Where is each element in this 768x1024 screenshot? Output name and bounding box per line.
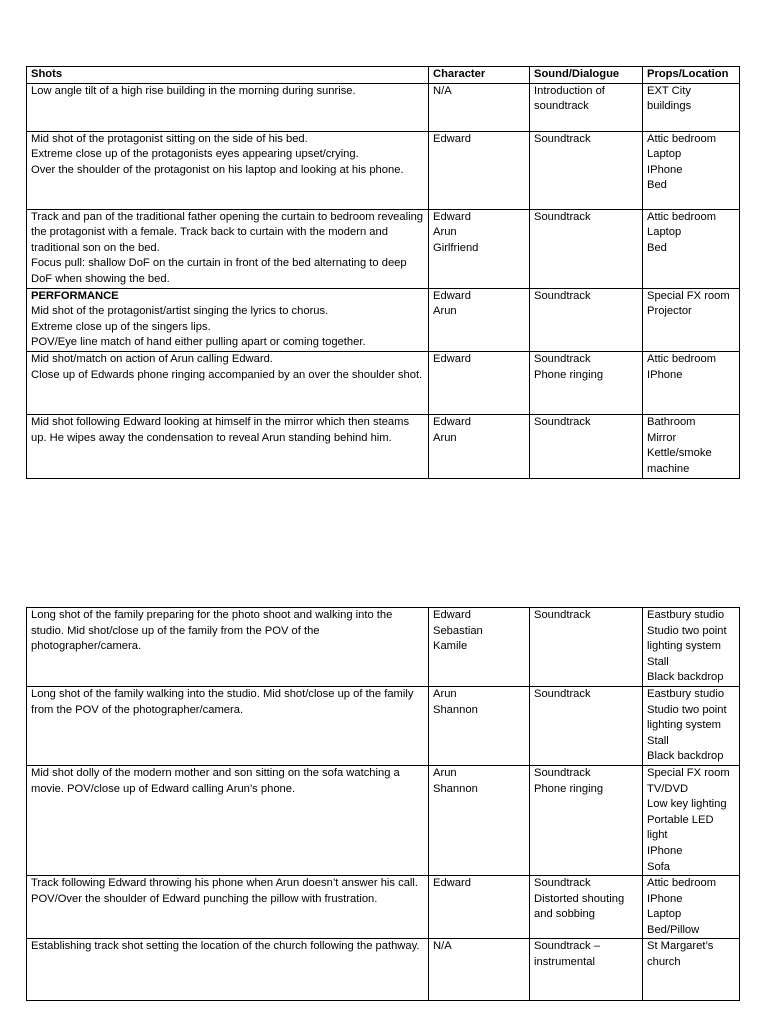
cell-line: Laptop <box>647 908 682 921</box>
character-cell <box>429 131 530 209</box>
cell-line: Edward <box>433 210 471 223</box>
cell-line: Portable LED light <box>647 813 714 842</box>
cell-line: Shannon <box>433 782 478 795</box>
shot-list-table-2 <box>26 607 740 1001</box>
cell-line: Kamile <box>433 640 468 653</box>
cell-line: Laptop <box>647 148 682 161</box>
cell-line: Soundtrack <box>534 415 591 428</box>
cell-line: Edward <box>433 289 471 302</box>
cell-line: Studio two point lighting system <box>647 703 727 732</box>
cell-line: Soundtrack <box>534 352 591 365</box>
cell-line: Low angle tilt of a high rise building in the morning during sunrise. <box>31 84 356 97</box>
header-shots: Shots <box>27 67 429 84</box>
character-cell <box>429 765 530 875</box>
table-row <box>27 288 740 351</box>
cell-line: Arun <box>433 305 457 318</box>
table-row <box>27 209 740 288</box>
shots-cell <box>27 765 429 875</box>
cell-line: Mid shot of the protagonist/artist singing the lyrics to chorus. <box>31 305 329 318</box>
sound-dialogue-cell <box>530 765 643 875</box>
shots-cell <box>27 876 429 939</box>
table-row <box>27 608 740 687</box>
cell-line: Distorted shouting and sobbing <box>534 892 625 921</box>
cell-line: Mid shot following Edward looking at himself in the mirror which then steams up. He wipes away the condensation to reveal Arun standing behind him. <box>31 415 410 444</box>
cell-line: Laptop <box>647 226 682 239</box>
cell-line: Edward <box>433 352 471 365</box>
table-row <box>27 131 740 209</box>
cell-line: Stall <box>647 734 669 747</box>
header-character: Character <box>429 67 530 84</box>
props-location-cell <box>643 765 740 875</box>
props-location-cell <box>643 83 740 131</box>
cell-line: Soundtrack <box>534 210 591 223</box>
table-row <box>27 765 740 875</box>
cell-line: IPhone <box>647 844 683 857</box>
cell-line: Sebastian <box>433 624 483 637</box>
cell-line: Soundtrack <box>534 609 591 621</box>
props-location-cell <box>643 209 740 288</box>
cell-line: N/A <box>433 940 452 953</box>
shots-cell <box>27 608 429 687</box>
cell-line: Bed/Pillow <box>647 923 700 936</box>
sound-dialogue-cell <box>530 288 643 351</box>
cell-line: Phone ringing <box>534 782 604 795</box>
character-cell <box>429 288 530 351</box>
cell-line: IPhone <box>647 892 683 905</box>
cell-line: Close up of Edwards phone ringing accompanied by an over the shoulder shot. <box>31 368 423 381</box>
character-cell <box>429 686 530 765</box>
sound-dialogue-cell <box>530 414 643 478</box>
cell-line: Edward <box>433 132 471 145</box>
cell-line: Edward <box>433 877 471 890</box>
shots-cell <box>27 939 429 1001</box>
cell-line: Attic bedroom <box>647 877 717 890</box>
character-cell <box>429 209 530 288</box>
cell-line: St Margaret’s church <box>647 940 714 969</box>
cell-line: Mirror <box>647 431 677 444</box>
sound-dialogue-cell <box>530 939 643 1001</box>
cell-line: Kettle/smoke machine <box>647 447 712 475</box>
header-sound-dialogue: Sound/Dialogue <box>530 67 643 84</box>
cell-line: Soundtrack – instrumental <box>534 940 600 969</box>
shots-cell <box>27 288 429 351</box>
cell-line: Soundtrack <box>534 877 591 890</box>
cell-line: Black backdrop <box>647 671 724 684</box>
shots-cell <box>27 131 429 209</box>
cell-line: Sofa <box>647 860 671 873</box>
performance-heading: PERFORMANCE <box>31 289 119 302</box>
shot-list-table-1 <box>26 66 740 479</box>
cell-line: N/A <box>433 84 452 97</box>
shots-cell <box>27 351 429 414</box>
character-cell <box>429 414 530 478</box>
shots-cell <box>27 686 429 765</box>
cell-line: Special FX room <box>647 289 730 302</box>
table-row <box>27 876 740 939</box>
cell-line: Phone ringing <box>534 368 604 381</box>
sound-dialogue-cell <box>530 209 643 288</box>
props-location-cell <box>643 608 740 687</box>
cell-line: Mid shot dolly of the modern mother and son sitting on the sofa watching a movie. POV/close up of Edward calling Arun’s phone. <box>31 766 400 795</box>
cell-line: Arun <box>433 766 457 779</box>
cell-line: Arun <box>433 226 457 239</box>
table-row <box>27 83 740 131</box>
props-location-cell <box>643 876 740 939</box>
table-row <box>27 939 740 1001</box>
props-location-cell <box>643 131 740 209</box>
cell-line: Mid shot/match on action of Arun calling Edward. <box>31 352 273 365</box>
cell-line: Edward <box>433 415 471 428</box>
cell-line: Soundtrack <box>534 687 591 700</box>
cell-line: Soundtrack <box>534 132 591 145</box>
props-location-cell <box>643 351 740 414</box>
cell-line: TV/DVD <box>647 782 689 795</box>
props-location-cell <box>643 939 740 1001</box>
props-location-cell <box>643 288 740 351</box>
cell-line: Track following Edward throwing his phone when Arun doesn’t answer his call. <box>31 877 419 890</box>
cell-line: Black backdrop <box>647 750 724 763</box>
table-row <box>27 351 740 414</box>
cell-line: Bed <box>647 179 667 192</box>
cell-line: Focus pull: shallow DoF on the curtain in front of the bed alternating to deep DoF when showing the bed. <box>31 257 407 285</box>
cell-line: Introduction of soundtrack <box>534 84 605 113</box>
cell-line: Mid shot of the protagonist sitting on the side of his bed. <box>31 132 308 145</box>
cell-line: Eastbury studio <box>647 687 725 700</box>
cell-line: Edward <box>433 609 471 621</box>
cell-line: Low key lighting <box>647 798 727 811</box>
shots-cell <box>27 83 429 131</box>
cell-line: Attic bedroom <box>647 132 717 145</box>
cell-line: Attic bedroom <box>647 352 717 365</box>
cell-line: Long shot of the family walking into the studio. Mid shot/close up of the family from the POV of the photographer/camera. <box>31 687 414 716</box>
character-cell <box>429 351 530 414</box>
sound-dialogue-cell <box>530 876 643 939</box>
props-location-cell <box>643 414 740 478</box>
cell-line: Long shot of the family preparing for the photo shoot and walking into the studio. Mid shot/close up of the family from the POV of the photographer/camera. <box>31 609 393 653</box>
sound-dialogue-cell <box>530 83 643 131</box>
sound-dialogue-cell <box>530 131 643 209</box>
cell-line: Girlfriend <box>433 241 479 254</box>
cell-line: POV/Eye line match of hand either pulling apart or coming together. <box>31 336 366 349</box>
character-cell <box>429 83 530 131</box>
cell-line: Attic bedroom <box>647 210 717 223</box>
table-body <box>27 83 740 478</box>
shots-cell <box>27 209 429 288</box>
cell-line: Bathroom <box>647 415 696 428</box>
character-cell <box>429 939 530 1001</box>
cell-line: POV/Over the shoulder of Edward punching the pillow with frustration. <box>31 892 378 905</box>
cell-line: IPhone <box>647 163 683 176</box>
cell-line: Arun <box>433 687 457 700</box>
table-row <box>27 414 740 478</box>
table-row <box>27 686 740 765</box>
cell-line: Soundtrack <box>534 766 591 779</box>
cell-line: IPhone <box>647 368 683 381</box>
sound-dialogue-cell <box>530 351 643 414</box>
cell-line: Extreme close up of the singers lips. <box>31 320 211 333</box>
character-cell <box>429 608 530 687</box>
sound-dialogue-cell <box>530 608 643 687</box>
table-header-row <box>27 67 740 84</box>
cell-line: Extreme close up of the protagonists eyes appearing upset/crying. <box>31 148 359 161</box>
table-body <box>27 608 740 1001</box>
cell-line: Stall <box>647 655 669 668</box>
cell-line: Soundtrack <box>534 289 591 302</box>
shots-cell <box>27 414 429 478</box>
cell-line: Shannon <box>433 703 478 716</box>
cell-line: Track and pan of the traditional father opening the curtain to bedroom revealing the protagonist with a female. Track back to curtain with the modern and traditional son on the bed. <box>31 210 424 254</box>
cell-line: Arun <box>433 431 457 444</box>
cell-line: Special FX room <box>647 766 730 779</box>
cell-line: Eastbury studio <box>647 609 725 621</box>
cell-line: Over the shoulder of the protagonist on his laptop and looking at his phone. <box>31 163 404 176</box>
header-props-location: Props/Location <box>643 67 740 84</box>
cell-line: Bed <box>647 241 667 254</box>
cell-line: Projector <box>647 305 692 318</box>
cell-line: Establishing track shot setting the location of the church following the pathway. <box>31 940 420 953</box>
props-location-cell <box>643 686 740 765</box>
sound-dialogue-cell <box>530 686 643 765</box>
cell-line: Studio two point lighting system <box>647 624 727 653</box>
character-cell <box>429 876 530 939</box>
cell-line: EXT City buildings <box>647 84 692 113</box>
